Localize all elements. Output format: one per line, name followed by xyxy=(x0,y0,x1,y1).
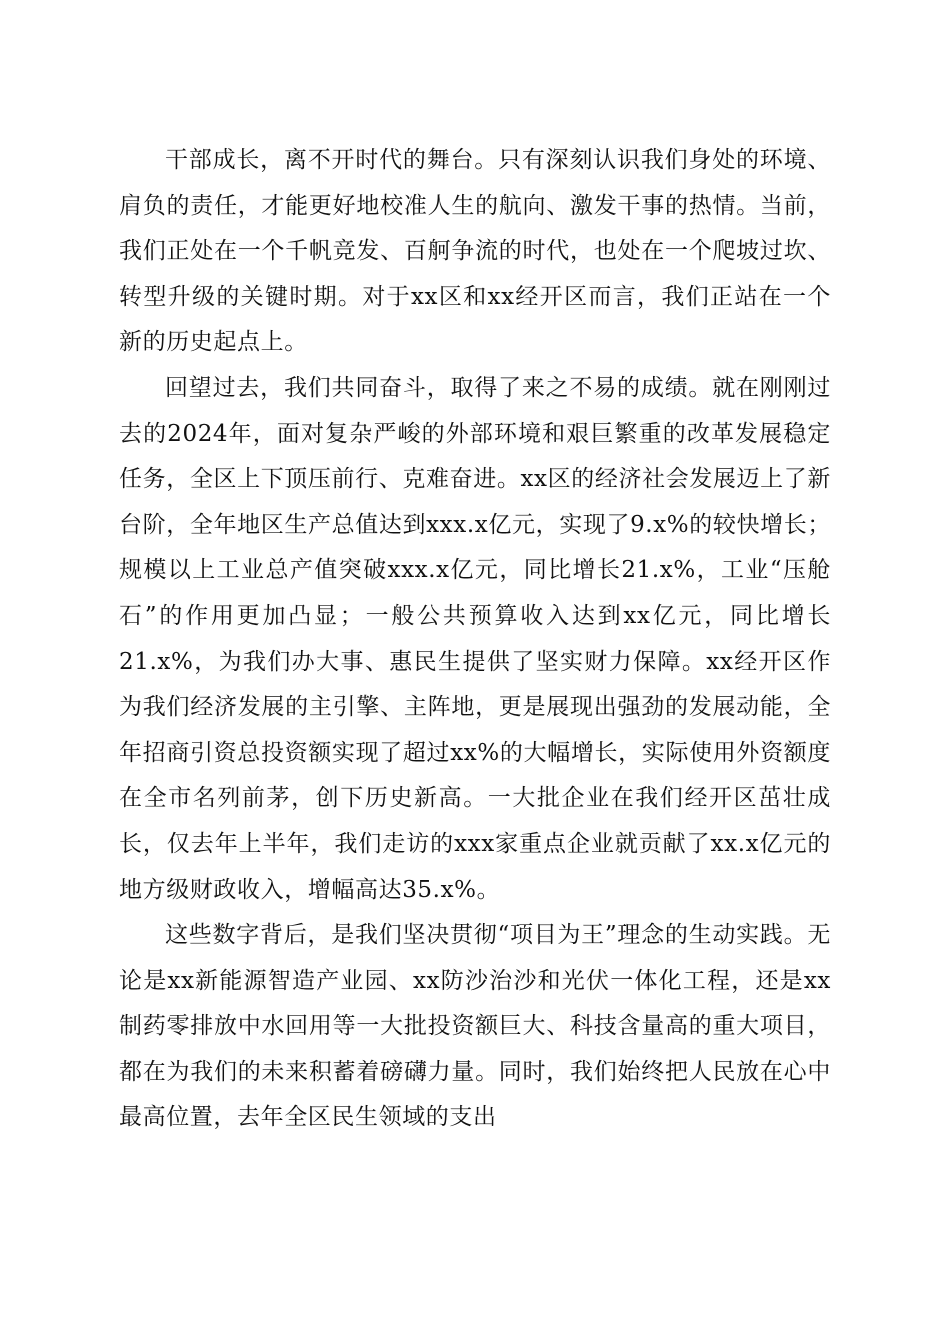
paragraph-2: 回望过去，我们共同奋斗，取得了来之不易的成绩。就在刚刚过去的2024年，面对复杂严峻的外部环境和艰巨繁重的改革发展稳定任务，全区上下顶压前行、克难奋进。xx区的经济社会发展迈上了新台阶，全年地区生产总值达到xxx.x亿元，实现了9.x%的较快增长；规模以上工业总产值突破xxx.x亿元，同比增长21.x%，工业“压舱石”的作用更加凸显；一般公共预算收入达到xx亿元，同比增长21.x%，为我们办大事、惠民生提供了坚实财力保障。xx经开区作为我们经济发展的主引擎、主阵地，更是展现出强劲的发展动能，全年招商引资总投资额实现了超过xx%的大幅增长，实际使用外资额度在全市名列前茅，创下历史新高。一大批企业在我们经开区茁壮成长，仅去年上半年，我们走访的xxx家重点企业就贡献了xx.x亿元的地方级财政收入，增幅高达35.x%。 xyxy=(119,374,831,903)
paragraph-3: 这些数字背后，是我们坚决贯彻“项目为王”理念的生动实践。无论是xx新能源智造产业园、xx防沙治沙和光伏一体化工程，还是xx制药零排放中水回用等一大批投资额巨大、科技含量高的重大项目，都在为我们的未来积蓄着磅礴力量。同时，我们始终把人民放在心中最高位置，去年全区民生领域的支出 xyxy=(119,922,831,1131)
paragraph-1: 干部成长，离不开时代的舞台。只有深刻认识我们身处的环境、肩负的责任，才能更好地校准人生的航向、激发干事的热情。当前，我们正处在一个千帆竞发、百舸争流的时代，也处在一个爬坡过坎、转型升级的关键时期。对于xx区和xx经开区而言，我们正站在一个新的历史起点上。 xyxy=(119,147,831,356)
document-body xyxy=(119,138,831,1141)
